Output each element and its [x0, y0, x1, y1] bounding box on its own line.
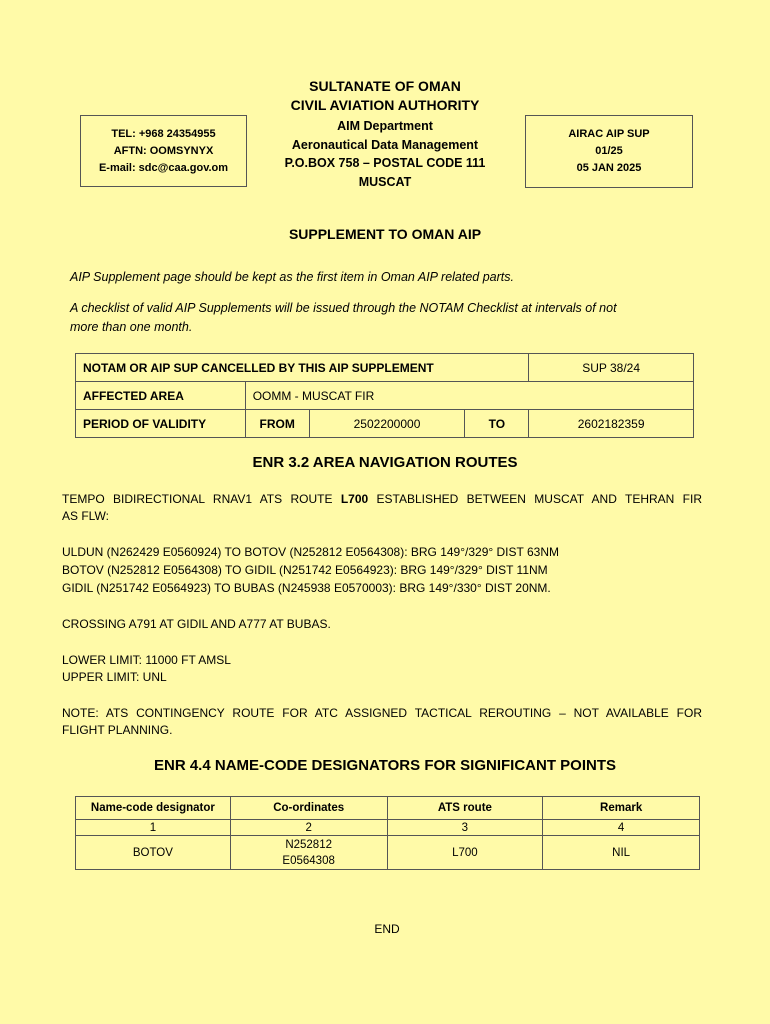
point-route: L700 — [387, 836, 543, 870]
point-name: BOTOV — [76, 836, 231, 870]
cancelled-label: NOTAM OR AIP SUP CANCELLED BY THIS AIP SUPPLEMENT — [76, 354, 529, 382]
enr32-note-line1: NOTE: ATS CONTINGENCY ROUTE FOR ATC ASSIGNED TACTICAL REROUTING – NOT AVAILABLE FOR — [62, 706, 702, 720]
enr44-title: ENR 4.4 NAME-CODE DESIGNATORS FOR SIGNIFICANT POINTS — [154, 757, 616, 774]
sup-reference-box — [525, 115, 693, 188]
point-coordinates — [230, 836, 387, 870]
to-label: TO — [465, 410, 529, 438]
column-number: 1 — [76, 820, 231, 836]
from-label: FROM — [245, 410, 309, 438]
header-authority: CIVIL AVIATION AUTHORITY — [290, 97, 480, 113]
point-latitude: N252812 — [285, 838, 332, 851]
designators-table — [75, 796, 700, 870]
upper-limit: UPPER LIMIT: UNL — [62, 670, 167, 684]
department-city: MUSCAT — [358, 174, 412, 189]
cancelled-value: SUP 38/24 — [529, 354, 694, 382]
point-remark: NIL — [543, 836, 700, 870]
route-segment: BOTOV (N252812 E0564308) TO GIDIL (N251742 E0564923): BRG 149°/329° DIST 11NM — [62, 563, 548, 577]
contact-email: E-mail: sdc@caa.gov.om — [98, 162, 229, 174]
note-checklist-line1: A checklist of valid AIP Supplements will be issued through the NOTAM Checklist at intervals of not — [70, 301, 617, 315]
note-checklist-line2: more than one month. — [70, 320, 193, 334]
route-segment: GIDIL (N251742 E0564923) TO BUBAS (N245938 E0570003): BRG 149°/330° DIST 20NM. — [62, 581, 551, 595]
enr32-title: ENR 3.2 AREA NAVIGATION ROUTES — [252, 454, 518, 471]
crossing-text: CROSSING A791 AT GIDIL AND A777 AT BUBAS. — [62, 617, 331, 631]
contact-aftn: AFTN: OOMSYNYX — [113, 145, 214, 157]
affected-area-label: AFFECTED AREA — [76, 382, 246, 410]
department-block — [250, 117, 520, 191]
department-address: P.O.BOX 758 – POSTAL CODE 111 — [284, 156, 486, 170]
column-number: 3 — [387, 820, 543, 836]
validity-label: PERIOD OF VALIDITY — [76, 410, 246, 438]
route-segment: ULDUN (N262429 E0560924) TO BOTOV (N252812 E0564308): BRG 149°/329° DIST 63NM — [62, 545, 559, 559]
enr32-note-line2: FLIGHT PLANNING. — [62, 723, 173, 737]
enr32-intro-line2: AS FLW: — [62, 509, 109, 523]
table-row — [76, 836, 700, 870]
end-marker: END — [374, 922, 400, 936]
enr32-intro-line1 — [62, 491, 702, 508]
contact-tel: TEL: +968 24354955 — [111, 128, 216, 140]
header-coordinates: Co-ordinates — [230, 797, 387, 820]
supplement-title: SUPPLEMENT TO OMAN AIP — [288, 226, 482, 242]
enr32-intro-pre: TEMPO BIDIRECTIONAL RNAV1 ATS ROUTE — [62, 492, 341, 506]
department-name: AIM Department — [337, 119, 433, 133]
header-ats-route: ATS route — [387, 797, 543, 820]
to-value: 2602182359 — [529, 410, 694, 438]
department-unit: Aeronautical Data Management — [291, 137, 479, 152]
lower-limit: LOWER LIMIT: 11000 FT AMSL — [62, 653, 231, 667]
sup-date: 05 JAN 2025 — [576, 162, 642, 174]
column-number: 2 — [230, 820, 387, 836]
sup-number: 01/25 — [595, 145, 623, 157]
from-value: 2502200000 — [309, 410, 465, 438]
enr32-route-id: L700 — [340, 492, 369, 506]
header-remark: Remark — [543, 797, 700, 820]
affected-area-value: OOMM - MUSCAT FIR — [245, 382, 693, 410]
note-first-item: AIP Supplement page should be kept as the first item in Oman AIP related parts. — [70, 270, 514, 284]
contact-box — [80, 115, 247, 187]
column-number: 4 — [543, 820, 700, 836]
point-longitude: E0564308 — [282, 854, 335, 867]
header-name-code: Name-code designator — [76, 797, 231, 820]
sup-type: AIRAC AIP SUP — [568, 128, 650, 140]
header-country: SULTANATE OF OMAN — [309, 78, 461, 94]
enr32-intro-post: ESTABLISHED BETWEEN MUSCAT AND TEHRAN FIR — [368, 492, 702, 506]
validity-table — [75, 353, 694, 438]
